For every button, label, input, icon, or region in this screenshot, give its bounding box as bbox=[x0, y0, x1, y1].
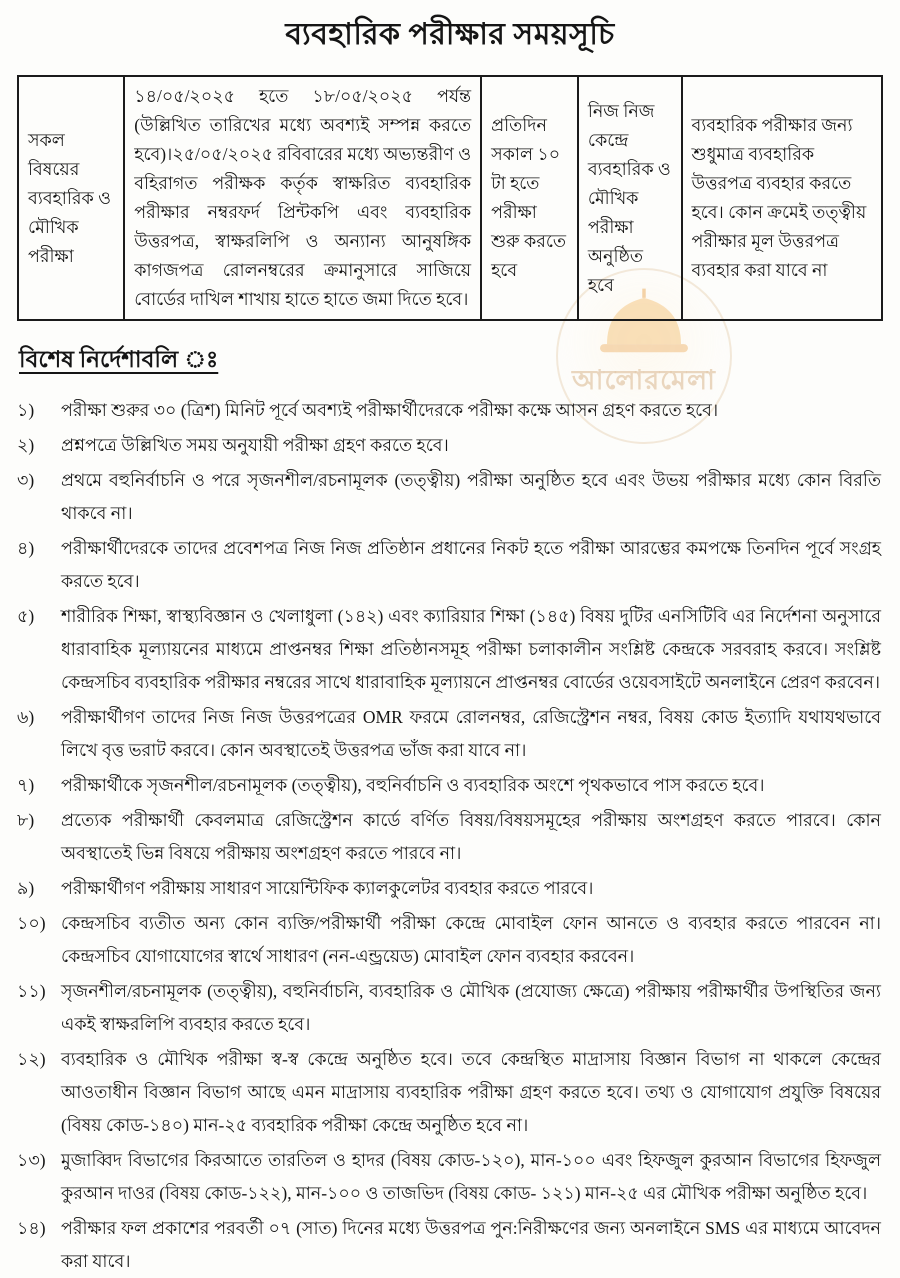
instruction-item-13 bbox=[17, 1144, 883, 1210]
instruction-number: ১৪) bbox=[17, 1218, 46, 1238]
instruction-item-3 bbox=[17, 464, 883, 530]
cell-answer-sheet-rule: ব্যবহারিক পরীক্ষার জন্য শুধুমাত্র ব্যবহারিক উত্তরপত্র ব্যবহার করতে হবে। কোন ক্রমেই তত্ত্বীয় পরীক্ষার মূল উত্তরপত্র ব্যবহার করা যাবে না bbox=[682, 76, 882, 320]
cell-subject: সকল বিষয়ের ব্যবহারিক ও মৌখিক পরীক্ষা bbox=[18, 76, 124, 320]
instruction-text: মুজাব্বিদ বিভাগের কিরআতে তারতিল ও হাদর (বিষয় কোড-১২০), মান-১০০ এবং হিফজুল কুরআন বিভাগের হিফজুল কুরআন দাওর (বিষয় কোড-১২২), মান-১০০ ও তাজভিদ (বিষয় কোড- ১২১) মান-২৫ এর মৌখিক পরীক্ষা অনুষ্ঠিত হবে। bbox=[61, 1150, 881, 1203]
instruction-number: ৭) bbox=[17, 775, 35, 795]
instruction-item-4 bbox=[17, 532, 883, 598]
instruction-text: পরীক্ষা শুরুর ৩০ (ত্রিশ) মিনিট পূর্বে অবশ্যই পরীক্ষার্থীদেরকে পরীক্ষা কক্ষে আসন গ্রহণ করতে হবে। bbox=[61, 400, 719, 420]
instruction-text: শারীরিক শিক্ষা, স্বাস্থ্যবিজ্ঞান ও খেলাধুলা (১৪২) এবং ক্যারিয়ার শিক্ষা (১৪৫) বিষয় দুটির এনসিটিবি এর নির্দেশনা অনুসারে ধারাবাহিক মূল্যায়নের মাধ্যমে প্রাপ্তনম্বর শিক্ষা প্রতিষ্ঠানসমূহ পরীক্ষা চলাকালীন সংশ্লিষ্ট কেন্দ্রকে সরবরাহ করবে। সংশ্লিষ্ট কেন্দ্রসচিব ব্যবহারিক পরীক্ষার নম্বরের সাথে ধারাবাহিক মূল্যায়নে প্রাপ্তনম্বর বোর্ডের ওয়েবসাইটে অনলাইনে প্রেরণ করবেন। bbox=[61, 606, 881, 692]
instruction-item-9 bbox=[17, 872, 883, 905]
instruction-number: ৯) bbox=[17, 878, 35, 898]
instruction-text: পরীক্ষার ফল প্রকাশের পরবর্তী ০৭ (সাত) দিনের মধ্যে উত্তরপত্র পুন:নিরীক্ষণের জন্য অনলাইনে SMS এর মাধ্যমে আবেদন করা যাবে। bbox=[61, 1218, 881, 1271]
instruction-text: প্রথমে বহুনির্বাচনি ও পরে সৃজনশীল/রচনামূলক (তত্ত্বীয়) পরীক্ষা অনুষ্ঠিত হবে এবং উভয় পরীক্ষার মধ্যে কোন বিরতি থাকবে না। bbox=[61, 470, 881, 523]
instruction-text: প্রত্যেক পরীক্ষার্থী কেবলমাত্র রেজিস্ট্রেশন কার্ডে বর্ণিত বিষয়/বিষয়সমূহের পরীক্ষায় অংশগ্রহণ করতে পারবে। কোন অবস্থাতেই ভিন্ন বিষয়ে পরীক্ষায় অংশগ্রহণ করতে পারবে না। bbox=[61, 810, 881, 863]
instruction-text: পরীক্ষার্থীকে সৃজনশীল/রচনামূলক (তত্ত্বীয়), বহুনির্বাচনি ও ব্যবহারিক অংশে পৃথকভাবে পাস করতে হবে। bbox=[61, 775, 765, 795]
cell-dates-details: ১৪/০৫/২০২৫ হতে ১৮/০৫/২০২৫ পর্যন্ত (উল্লিখিত তারিখের মধ্যে অবশ্যই সম্পন্ন করতে হবে)।২৫/০৫/২০২৫ রবিবারের মধ্যে অভ্যন্তরীণ ও বহিরাগত পরীক্ষক কর্তৃক স্বাক্ষরিত ব্যবহারিক পরীক্ষার নম্বরফর্দ প্রিন্টকপি এবং ব্যবহারিক উত্তরপত্র, স্বাক্ষরলিপি ও অন্যান্য আনুষঙ্গিক কাগজপত্র রোলনম্বরের ক্রমানুসারে সাজিয়ে বোর্ডের দাখিল শাখায় হাতে হাতে জমা দিতে হবে। bbox=[124, 76, 481, 320]
instruction-number: ১০) bbox=[17, 913, 46, 933]
instruction-number: ৪) bbox=[17, 538, 35, 558]
instruction-text: পরীক্ষার্থীগণ তাদের নিজ নিজ উত্তরপত্রের OMR ফরমে রোলনম্বর, রেজিস্ট্রেশন নম্বর, বিষয় কোড ইত্যাদি যথাযথভাবে লিখে বৃত্ত ভরাট করবে। কোন অবস্থাতেই উত্তরপত্র ভাঁজ করা যাবে না। bbox=[61, 707, 881, 760]
instruction-item-11 bbox=[17, 975, 883, 1041]
instruction-text: সৃজনশীল/রচনামূলক (তত্ত্বীয়), বহুনির্বাচনি, ব্যবহারিক ও মৌখিক (প্রযোজ্য ক্ষেত্রে) পরীক্ষায় পরীক্ষার্থীর উপস্থিতির জন্য একই স্বাক্ষরলিপি ব্যবহার করতে হবে। bbox=[61, 981, 881, 1034]
instruction-number: ১২) bbox=[17, 1049, 46, 1069]
instruction-text: ব্যবহারিক ও মৌখিক পরীক্ষা স্ব-স্ব কেন্দ্রে অনুষ্ঠিত হবে। তবে কেন্দ্রস্থিত মাদ্রাসায় বিজ্ঞান বিভাগ না থাকলে কেন্দ্রের আওতাধীন বিজ্ঞান বিভাগ আছে এমন মাদ্রাসায় ব্যবহারিক পরীক্ষা গ্রহণ করতে হবে। তথ্য ও যোগাযোগ প্রযুক্তি বিষয়ের (বিষয় কোড-১৪০) মান-২৫ ব্যবহারিক পরীক্ষা কেন্দ্রে অনুষ্ঠিত হবে না। bbox=[61, 1049, 881, 1135]
instruction-number: ১১) bbox=[17, 981, 46, 1001]
instruction-number: ২) bbox=[17, 435, 35, 455]
page-title: ব্যবহারিক পরীক্ষার সময়সূচি bbox=[285, 18, 615, 51]
instruction-item-2 bbox=[17, 429, 883, 462]
instructions-list bbox=[17, 394, 883, 1278]
instruction-item-14 bbox=[17, 1212, 883, 1278]
instruction-number: ৫) bbox=[17, 606, 35, 626]
instruction-item-7 bbox=[17, 769, 883, 802]
instructions-heading: বিশেষ নির্দেশাবলি ঃ bbox=[19, 347, 219, 372]
instruction-number: ১) bbox=[17, 400, 35, 420]
instruction-item-10 bbox=[17, 907, 883, 973]
instruction-item-1 bbox=[17, 394, 883, 427]
schedule-table bbox=[17, 75, 883, 321]
instruction-text: পরীক্ষার্থীদেরকে তাদের প্রবেশপত্র নিজ নিজ প্রতিষ্ঠান প্রধানের নিকট হতে পরীক্ষা আরম্ভের কমপক্ষে তিনদিন পূর্বে সংগ্রহ করতে হবে। bbox=[61, 538, 881, 591]
instruction-text: কেন্দ্রসচিব ব্যতীত অন্য কোন ব্যক্তি/পরীক্ষার্থী পরীক্ষা কেন্দ্রে মোবাইল ফোন আনতে ও ব্যবহার করতে পারবেন না। কেন্দ্রসচিব যোগাযোগের স্বার্থে সাধারণ (নন-এন্ড্রয়েড) মোবাইল ফোন ব্যবহার করবেন। bbox=[61, 913, 881, 966]
instruction-text: পরীক্ষার্থীগণ পরীক্ষায় সাধারণ সায়েন্টিফিক ক্যালকুলেটর ব্যবহার করতে পারবে। bbox=[61, 878, 594, 898]
instruction-number: ৬) bbox=[17, 707, 35, 727]
table-row bbox=[18, 76, 882, 320]
instruction-item-6 bbox=[17, 701, 883, 767]
instruction-item-5 bbox=[17, 600, 883, 699]
instruction-number: ৮) bbox=[17, 810, 35, 830]
instruction-item-12 bbox=[17, 1043, 883, 1142]
cell-daily-time: প্রতিদিন সকাল ১০ টা হতে পরীক্ষা শুরু করতে হবে bbox=[481, 76, 578, 320]
cell-venue: নিজ নিজ কেন্দ্রে ব্যবহারিক ও মৌখিক পরীক্ষা অনুষ্ঠিত হবে bbox=[578, 76, 682, 320]
instruction-number: ১৩) bbox=[17, 1150, 46, 1170]
instruction-number: ৩) bbox=[17, 470, 35, 490]
instruction-text: প্রশ্নপত্রে উল্লিখিত সময় অনুযায়ী পরীক্ষা গ্রহণ করতে হবে। bbox=[61, 435, 449, 455]
instruction-item-8 bbox=[17, 804, 883, 870]
watermark-text: আলোরমেলা bbox=[572, 365, 716, 395]
